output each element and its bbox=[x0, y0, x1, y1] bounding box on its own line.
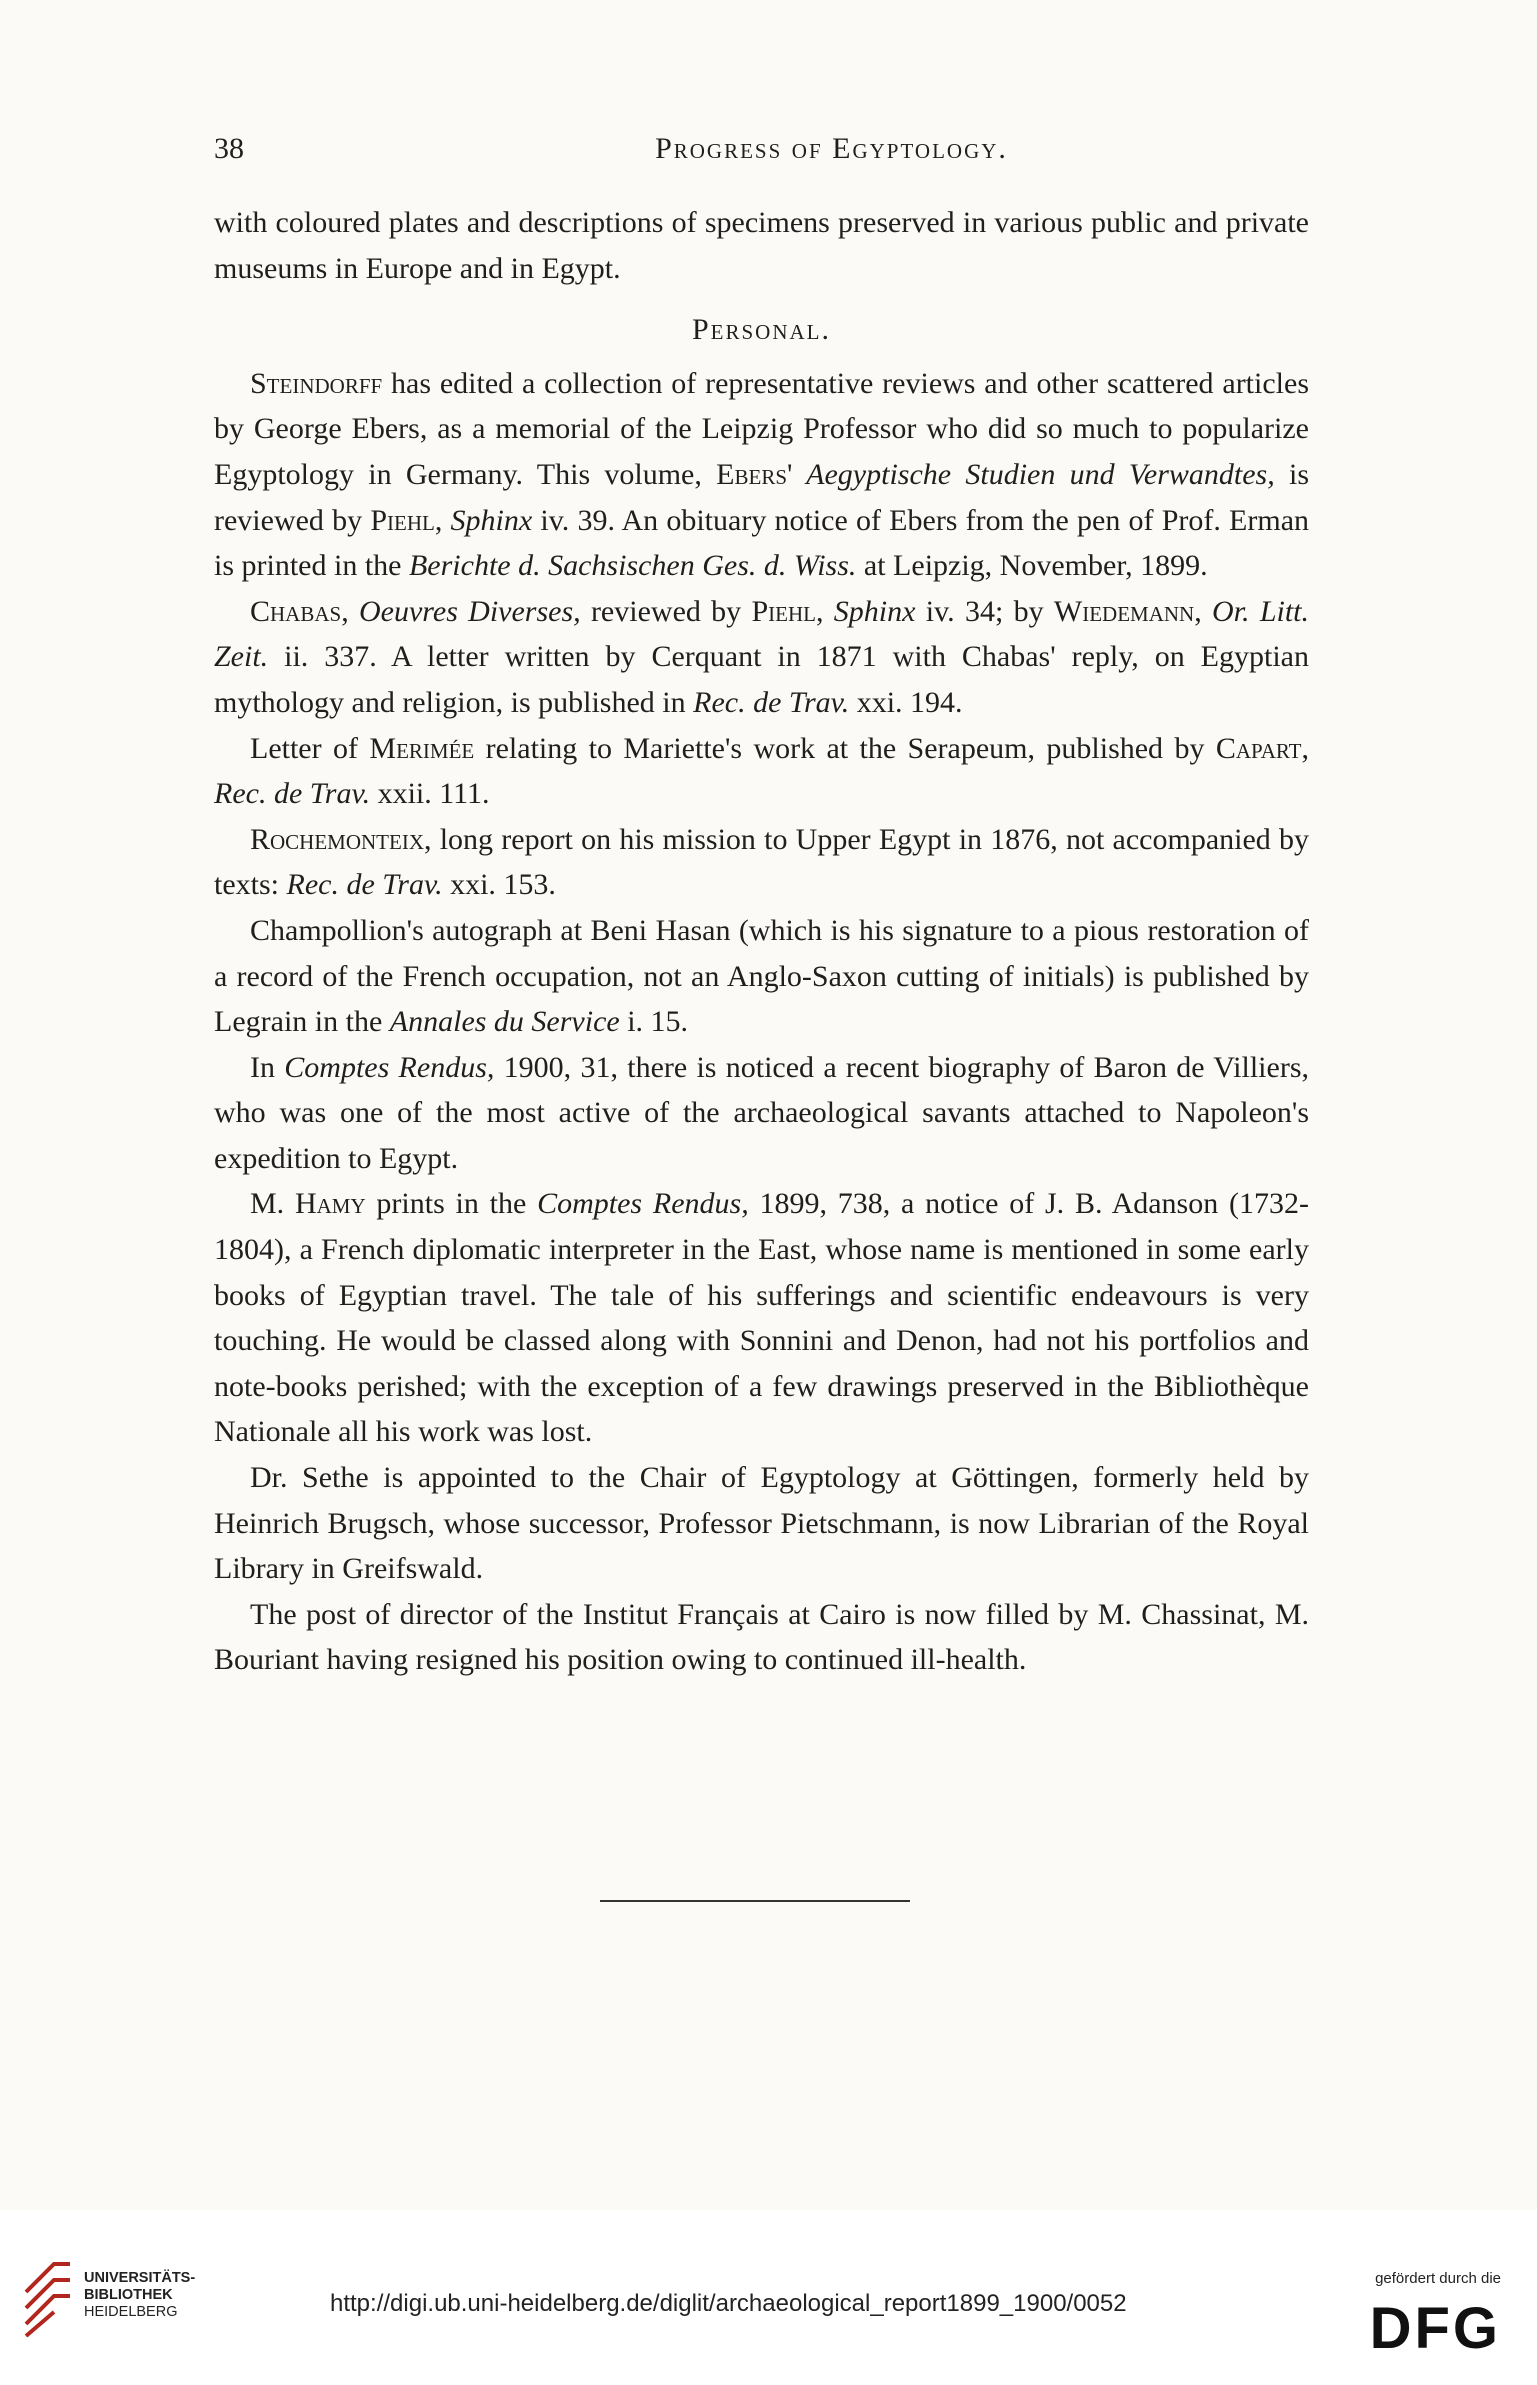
book-title: Oeuvres Diverses, bbox=[359, 594, 581, 628]
journal-title: Comptes Rendus, bbox=[284, 1050, 495, 1084]
author-name: Merimée bbox=[369, 731, 475, 765]
author-name: Ebers' bbox=[716, 457, 793, 491]
author-name: Capart bbox=[1215, 731, 1302, 765]
paragraph-villiers: In Comptes Rendus, 1900, 31, there is noticed a recent biography of Baron de Villiers, who was one of the most active of the archaeological savants attached to Napoleon's expedition to Egypt. bbox=[214, 1050, 1309, 1175]
intro-paragraph: with coloured plates and descriptions of specimens preserved in various public and private museums in Europe and in Egypt. bbox=[214, 206, 1309, 285]
page-body bbox=[214, 200, 1309, 1683]
paragraph-chabas: Chabas, Oeuvres Diverses, reviewed by Piehl, Sphinx iv. 34; by Wiedemann, Or. Litt. Zeit. ii. 337. A letter written by Cerquant in 1871 with Chabas' reply, on Egyptian mythology and religion, is published in Rec. de Trav. xxi. 194. bbox=[214, 594, 1310, 719]
paragraph-institut: The post of director of the Institut Français at Cairo is now filled by M. Chassinat, M. Bouriant having resigned his position owing to continued ill-health. bbox=[214, 1597, 1309, 1677]
running-title: Progress of Egyptology. bbox=[655, 132, 1008, 165]
paragraph-merimee: Letter of Merimée relating to Mariette's work at the Serapeum, published by Capart, Rec. de Trav. xxii. 111. bbox=[214, 731, 1310, 811]
author-name: Chabas bbox=[250, 594, 342, 628]
library-name: UNIVERSITÄTS- BIBLIOTHEK HEIDELBERG bbox=[84, 2270, 196, 2320]
journal-title: Comptes Rendus, bbox=[537, 1187, 749, 1221]
section-title: Personal. bbox=[691, 313, 832, 347]
library-logo-icon bbox=[20, 2252, 76, 2338]
paragraph-sethe: Dr. Sethe is appointed to the Chair of Egyptology at Göttingen, formerly held by Heinrich Brugsch, whose successor, Professor Pietschmann, is now Librarian of the Royal Library in Greifswald. bbox=[214, 1461, 1309, 1586]
end-rule bbox=[600, 1900, 910, 1902]
author-name: Rochemonteix bbox=[250, 822, 424, 856]
running-head bbox=[214, 132, 1309, 172]
author-name: Piehl bbox=[751, 594, 816, 628]
paragraph-hamy: M. Hamy prints in the Comptes Rendus, 1899, 738, a notice of J. B. Adanson (1732-1804), a French diplomatic interpreter in the East, whose name is mentioned in some early books of Egyptian travel. The tale of his sufferings and scientific endeavours is very touching. He would be classed along with Sonnini and Denon, had not his portfolios and note-books perished; with the exception of a few drawings preserved in the Bibliothèque Nationale all his work was lost. bbox=[214, 1187, 1309, 1449]
permalink-url[interactable]: http://digi.ub.uni-heidelberg.de/diglit/archaeological_report1899_1900/0052 bbox=[330, 2290, 1127, 2317]
journal-title: Sphinx bbox=[450, 503, 533, 537]
journal-title: Or. Litt. Zeit. bbox=[214, 594, 1310, 674]
paragraph-rochemonteix: Rochemonteix, long report on his mission to Upper Egypt in 1876, not accompanied by texts: Rec. de Trav. xxi. 153. bbox=[214, 822, 1309, 902]
funded-by-label: gefördert durch die bbox=[1375, 2270, 1501, 2287]
author-name: Hamy bbox=[294, 1187, 366, 1221]
journal-title: Rec. de Trav. bbox=[214, 777, 371, 811]
author-name: Wiedemann bbox=[1053, 594, 1195, 628]
journal-title: Sphinx bbox=[833, 594, 916, 628]
journal-title: Berichte d. Sachsischen Ges. d. Wiss. bbox=[408, 549, 857, 583]
author-name: Steindorff bbox=[250, 366, 383, 400]
paragraph-steindorff: Steindorff has edited a collection of representative reviews and other scattered articles by George Ebers, as a memorial of the Leipzig Professor who did so much to popularize Egyptology in Germany. This volume, Ebers' Aegyptische Studien und Verwandtes, is reviewed by Piehl, Sphinx iv. 39. An obituary notice of Ebers from the pen of Prof. Erman is printed in the Berichte d. Sachsischen Ges. d. Wiss. at Leipzig, November, 1899. bbox=[214, 366, 1310, 583]
paragraph-champollion: Champollion's autograph at Beni Hasan (which is his signature to a pious restoration of a record of the French occupation, not an Anglo-Saxon cutting of initials) is published by Legrain in the Annales du Service i. 15. bbox=[214, 913, 1309, 1039]
journal-title: Rec. de Trav. bbox=[693, 685, 850, 719]
author-name: Piehl bbox=[370, 503, 435, 537]
journal-title: Rec. de Trav. bbox=[286, 868, 443, 902]
journal-title: Annales du Service bbox=[389, 1005, 620, 1039]
digitization-footer bbox=[0, 2210, 1537, 2385]
dfg-logo: DFG bbox=[1369, 2296, 1501, 2361]
book-title: Aegyptische Studien und Verwandtes, bbox=[792, 457, 1275, 491]
page-number: 38 bbox=[214, 132, 244, 165]
